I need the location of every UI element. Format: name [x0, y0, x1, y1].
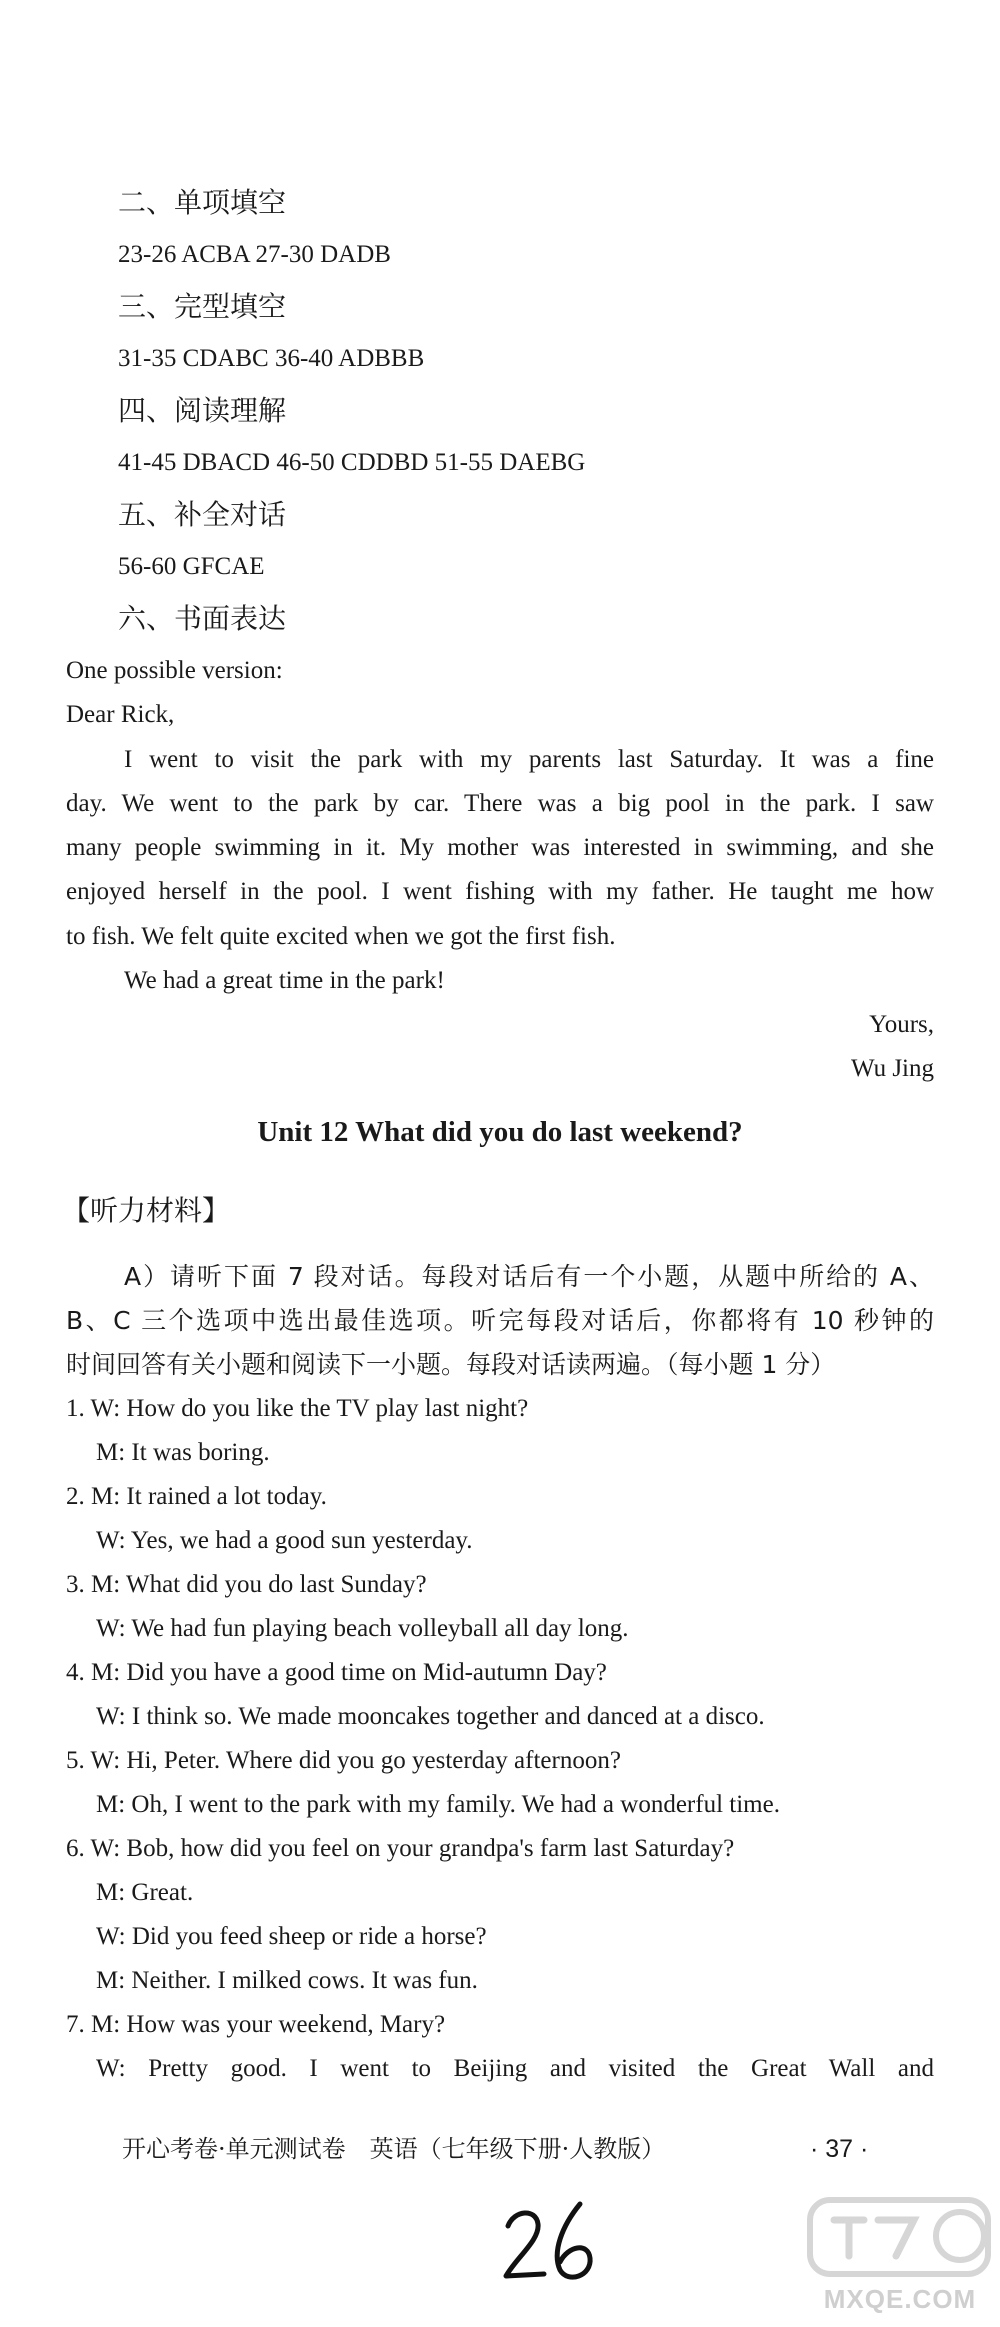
dialogue-line: 4. M: Did you have a good time on Mid-autumn Day? [66, 1659, 607, 1686]
page-number: · 37 · [810, 2135, 869, 2163]
unit-title: Unit 12 What did you do last weekend? [257, 1116, 743, 1148]
dialogue-line: 2. M: It rained a lot today. [66, 1483, 327, 1510]
watermark-text: MXQE.COM [823, 2284, 977, 2314]
essay-para1-line4: enjoyed herself in the pool. I went fishing with my father. He taught me how [66, 878, 934, 905]
essay-para1-line5: to fish. We felt quite excited when we got the first fish. [66, 923, 616, 950]
dialogue-line: M: It was boring. [96, 1439, 270, 1466]
dialogue-line: 5. W: Hi, Peter. Where did you go yesterday afternoon? [66, 1747, 621, 1774]
section4-title: 四、阅读理解 [118, 394, 287, 427]
dialogue-line: W: I think so. We made mooncakes together and danced at a disco. [96, 1703, 765, 1730]
listening-heading: 【听力材料】 [62, 1194, 231, 1227]
listening-instruction-line2: B、C 三个选项中选出最佳选项。听完每段对话后，你都将有 10 秒钟的 [66, 1306, 934, 1335]
dialogue-line: W: We had fun playing beach volleyball all day long. [96, 1615, 629, 1642]
section3-title: 三、完型填空 [118, 290, 287, 323]
section3-answers: 31-35 CDABC 36-40 ADBBB [118, 345, 425, 372]
section6-title: 六、书面表达 [118, 602, 287, 635]
essay-para1-line1: I went to visit the park with my parents last Saturday. It was a fine [124, 746, 934, 773]
dialogue-line: 7. M: How was your weekend, Mary? [66, 2011, 446, 2038]
dialogue-line: M: Oh, I went to the park with my family. We had a wonderful time. [96, 1791, 780, 1818]
essay-signature: Wu Jing [850, 1055, 934, 1082]
dialogue-line: 3. M: What did you do last Sunday? [66, 1571, 427, 1598]
dialogue-line: W: Yes, we had a good sun yesterday. [96, 1527, 473, 1554]
essay-para1-line3: many people swimming in it. My mother was interested in swimming, and she [66, 834, 934, 861]
essay-para2: We had a great time in the park! [124, 967, 445, 994]
essay-closing: Yours, [869, 1011, 934, 1038]
section5-answers: 56-60 GFCAE [118, 553, 265, 580]
section2-answers: 23-26 ACBA 27-30 DADB [118, 241, 391, 268]
handwritten-page-number [500, 2196, 610, 2286]
essay-greeting: Dear Rick, [66, 701, 175, 728]
essay-intro: One possible version: [66, 657, 283, 684]
watermark-logo [804, 2190, 994, 2320]
dialogue-line: 1. W: How do you like the TV play last night? [66, 1395, 529, 1422]
dialogue-line: W: Pretty good. I went to Beijing and visited the Great Wall and [96, 2055, 934, 2082]
footer-series-title: 开心考卷·单元测试卷 英语（七年级下册·人教版） [122, 2135, 666, 2163]
dialogue-line: M: Neither. I milked cows. It was fun. [96, 1967, 478, 1994]
listening-instruction-line1: A）请听下面 7 段对话。每段对话后有一个小题，从题中所给的 A、 [124, 1262, 934, 1291]
section2-title: 二、单项填空 [118, 186, 287, 219]
section5-title: 五、补全对话 [118, 498, 287, 531]
section4-answers: 41-45 DBACD 46-50 CDDBD 51-55 DAEBG [118, 449, 586, 476]
listening-instruction-line3: 时间回答有关小题和阅读下一小题。每段对话读两遍。（每小题 1 分） [66, 1350, 836, 1379]
essay-para1-line2: day. We went to the park by car. There was a big pool in the park. I saw [66, 790, 934, 817]
dialogue-line: M: Great. [96, 1879, 194, 1906]
dialogue-line: 6. W: Bob, how did you feel on your grandpa's farm last Saturday? [66, 1835, 735, 1862]
dialogue-line: W: Did you feed sheep or ride a horse? [96, 1923, 487, 1950]
